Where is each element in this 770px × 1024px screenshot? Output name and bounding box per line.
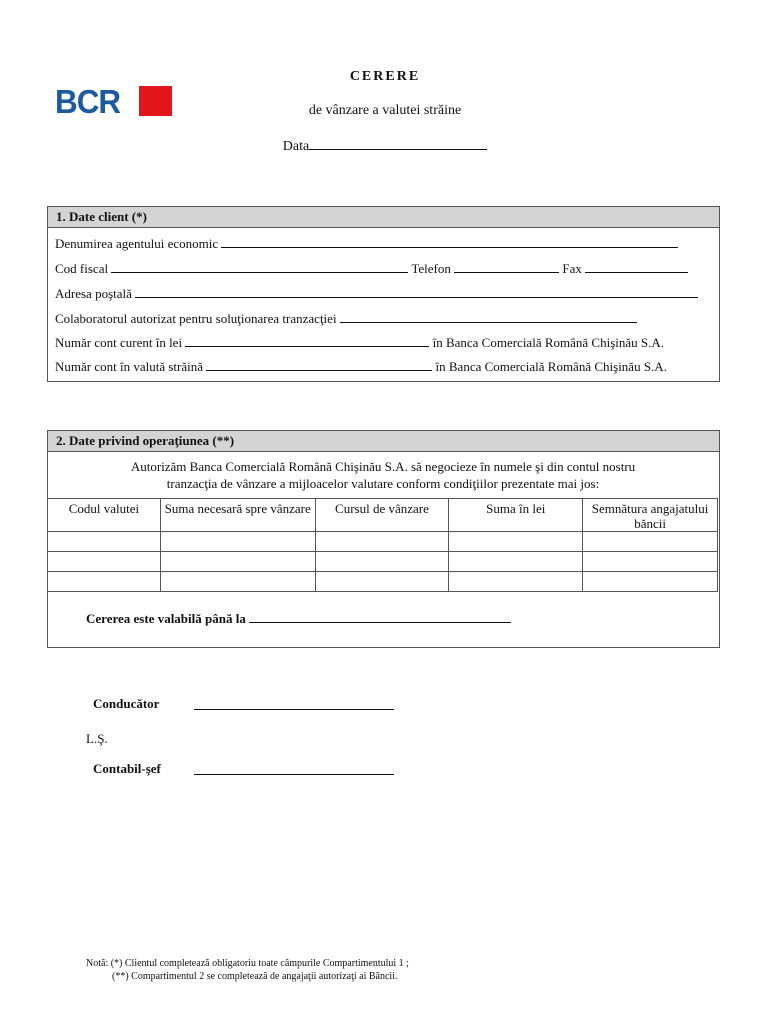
table-cell[interactable]: [315, 572, 449, 592]
collaborator-line[interactable]: [340, 311, 637, 323]
date-input-line[interactable]: [309, 138, 487, 150]
document-subtitle: de vânzare a valutei străine: [308, 103, 462, 118]
table-cell[interactable]: [315, 532, 449, 552]
column-header: Suma în lei: [449, 499, 583, 532]
fax-line[interactable]: [585, 261, 688, 273]
table-cell[interactable]: [48, 572, 161, 592]
agent-name-line[interactable]: [221, 236, 678, 248]
table-row: [48, 552, 718, 572]
table-cell[interactable]: [160, 552, 315, 572]
stamp-label: L.Ş.: [86, 731, 108, 746]
date-field[interactable]: [0, 138, 770, 155]
footnote: [86, 957, 409, 983]
table-cell[interactable]: [449, 532, 583, 552]
fiscal-code-line[interactable]: [111, 261, 408, 273]
column-header: Codul valutei: [48, 499, 161, 532]
accountant-signature-line[interactable]: [194, 774, 394, 775]
section1-heading: 1. Date client (*): [48, 207, 719, 228]
collaborator-label: Colaboratorul autorizat pentru soluţionarea tranzacţiei: [55, 311, 337, 326]
account-foreign-field[interactable]: [55, 359, 667, 375]
document-title: CERERE: [349, 69, 421, 84]
table-row: [48, 532, 718, 552]
fiscal-code-label: Cod fiscal: [55, 261, 109, 276]
address-label: Adresa poştală: [55, 286, 132, 301]
collaborator-field[interactable]: [55, 311, 637, 327]
footnote-line-1: Notă: (*) Clientul completează obligatoriu toate câmpurile Compartimentului 1 ;: [86, 958, 409, 969]
table-cell[interactable]: [449, 552, 583, 572]
table-cell[interactable]: [160, 532, 315, 552]
validity-label: Cererea este valabilă până la: [86, 611, 246, 626]
phone-line[interactable]: [454, 261, 559, 273]
authorization-line-1: Autorizăm Banca Comercială Română Chişinău S.A. să negocieze în numele şi din contul nostru: [130, 459, 636, 474]
address-field[interactable]: [55, 286, 698, 302]
table-cell[interactable]: [160, 572, 315, 592]
agent-name-field[interactable]: [55, 236, 678, 252]
table-cell[interactable]: [315, 552, 449, 572]
account-lei-field[interactable]: [55, 335, 664, 351]
date-label: Data: [282, 139, 310, 154]
column-header: Cursul de vânzare: [315, 499, 449, 532]
column-header: Suma necesară spre vânzare: [160, 499, 315, 532]
section2-heading: 2. Date privind operaţiunea (**): [48, 431, 719, 452]
validity-line[interactable]: [249, 611, 511, 623]
account-foreign-label: Număr cont în valută străină: [55, 359, 204, 374]
validity-field[interactable]: [86, 611, 511, 627]
table-row: [48, 572, 718, 592]
fiscal-phone-fax-row: [55, 261, 688, 277]
table-cell[interactable]: [583, 532, 718, 552]
manager-signature-line[interactable]: [194, 709, 394, 710]
agent-name-label: Denumirea agentului economic: [55, 236, 219, 251]
account-foreign-bank: în Banca Comercială Română Chişinău S.A.: [435, 359, 667, 374]
fax-label: Fax: [562, 261, 582, 276]
phone-label: Telefon: [411, 261, 451, 276]
table-cell[interactable]: [449, 572, 583, 592]
logo-text: BCR: [55, 83, 121, 120]
table-header-row: [48, 499, 718, 532]
account-lei-label: Număr cont curent în lei: [55, 335, 183, 350]
table-cell[interactable]: [48, 552, 161, 572]
address-line[interactable]: [135, 286, 698, 298]
table-cell[interactable]: [583, 552, 718, 572]
accountant-label: Contabil-şef: [93, 761, 161, 776]
column-header: Semnătura angajatului băncii: [583, 499, 718, 532]
authorization-line-2: tranzacţia de vânzare a mijloacelor valutare conform condiţiilor prezentate mai jos:: [166, 476, 600, 491]
authorization-text: [48, 458, 718, 492]
table-cell[interactable]: [48, 532, 161, 552]
footnote-line-2: (**) Compartimentul 2 se completează de angajaţii autorizaţi ai Băncii.: [112, 971, 398, 982]
table-cell[interactable]: [583, 572, 718, 592]
account-foreign-line[interactable]: [206, 359, 432, 371]
account-lei-bank: în Banca Comercială Română Chişinău S.A.: [432, 335, 665, 350]
operation-table: [47, 498, 718, 592]
account-lei-line[interactable]: [185, 335, 429, 347]
manager-label: Conducător: [93, 696, 160, 711]
